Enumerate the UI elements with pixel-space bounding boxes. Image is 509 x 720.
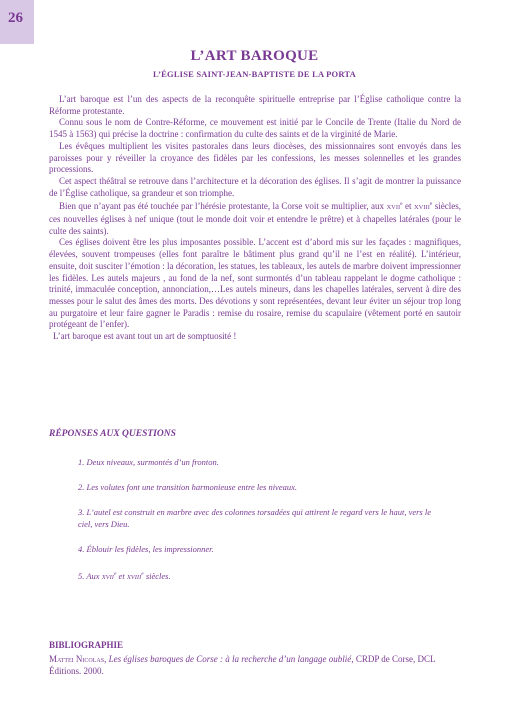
book-title: Les églises baroques de Corse : à la recherche d’un langage oublié [108,654,352,664]
article-body [49,94,461,343]
century-numeral: XVII [386,204,401,212]
superscript: e [113,571,117,577]
century-numeral: XVIII [413,204,430,212]
century-numeral: XVII [101,573,114,581]
answer-item [78,568,438,584]
paragraph: Ces églises doivent être les plus imposantes possible. L’accent est d’abord mis sur les façades : magnifiques, élevées, souvent trompeuses (elles font paraître le bâtiment plus grand qu’il ne l’est en réalité). L’intérieur, ensuite, doit susciter l’émotion : la décoration, les statues, les tableaux, les autels de marbre doivent impressionner les fidèles. Les autels majeurs , au fond de la nef, sont surmontés d’un tableau rappelant le dogme catholique : trinité, immaculée conception, annonciation,…Les autels mineurs, dans les chapelles latérales, servent à dire des messes pour le salut des âmes des morts. Des dévotions y sont représentées, devant leur éviter un séjour trop long au purgatoire et leur faire gagner le Paradis : remise du rosaire, remise du scapulaire (vêtement porté en sautoir protégeant de l’enfer). [49,237,461,330]
text-run: , [104,654,109,664]
paragraph: Connu sous le nom de Contre-Réforme, ce mouvement est initié par le Concile de Trente (Italie du Nord de 1545 à 1563) qui précise la doctrine : confirmation du culte des saints et de la virginité de Marie. [49,117,461,140]
superscript: e [141,571,144,577]
paragraph: Les évêques multiplient les visites pastorales dans leurs diocèses, des missionnaires sont envoyés dans les paroisses pour y réveiller la croyance des fidèles par les confessions, les messes solennelles et les grandes processions. [49,140,461,175]
page-subtitle: L’ÉGLISE SAINT-JEAN-BAPTISTE DE LA PORTA [153,69,356,79]
superscript: e [400,201,403,208]
text-run: et [116,570,127,581]
century-numeral: XVIII [126,573,142,581]
page-title: L’ART BAROQUE [190,48,319,64]
bibliography-heading: BIBLIOGRAPHIE [49,640,124,650]
author: Mattei Nicolas [49,654,105,664]
answer-item: 3. L’autel est construit en marbre avec des colonnes torsadées qui attirent le regard vers le haut, vers le ciel, vers Dieu. [78,507,431,529]
answer-item: 2. Les volutes font une transition harmonieuse entre les niveaux. [78,482,297,492]
page-number: 26 [8,10,23,26]
superscript: e [429,201,433,208]
paragraph: L’art baroque est avant tout un art de somptuosité ! [53,331,237,342]
paragraph: Cet aspect théâtral se retrouve dans l’architecture et la décoration des églises. Il s’agit de montrer la puissance de l’Église catholique, sa grandeur et son triomphe. [49,175,461,198]
answer-item: 4. Éblouir les fidèles, les impressionner. [78,544,214,554]
text-run: siècles, ces nouvelles églises à nef unique (tout le monde doit voir et entendre le prêtre) et à chapelles latérales (pour le culte des saints). [49,201,461,236]
text-run: et [402,201,414,212]
paragraph [49,199,461,237]
text-run: Bien que n’ayant pas été touchée par l’hérésie protestante, la Corse voit se multiplier, aux [59,201,387,212]
publisher: , CRDP de Corse, DCL Éditions. 2000. [49,654,436,676]
text-run: 5. Aux [78,570,102,581]
answers-list [78,456,438,597]
answer-item: 1. Deux niveaux, surmontés d’un fronton. [78,457,219,467]
paragraph: L’art baroque est l’un des aspects de la reconquête spirituelle entreprise par l’Église catholique contre la Réforme protestante. [49,94,461,116]
answers-heading: RÉPONSES AUX QUESTIONS [49,429,176,439]
page-number-tab [0,0,34,44]
bibliography-entry [49,653,461,677]
text-run: siècles. [143,570,171,581]
